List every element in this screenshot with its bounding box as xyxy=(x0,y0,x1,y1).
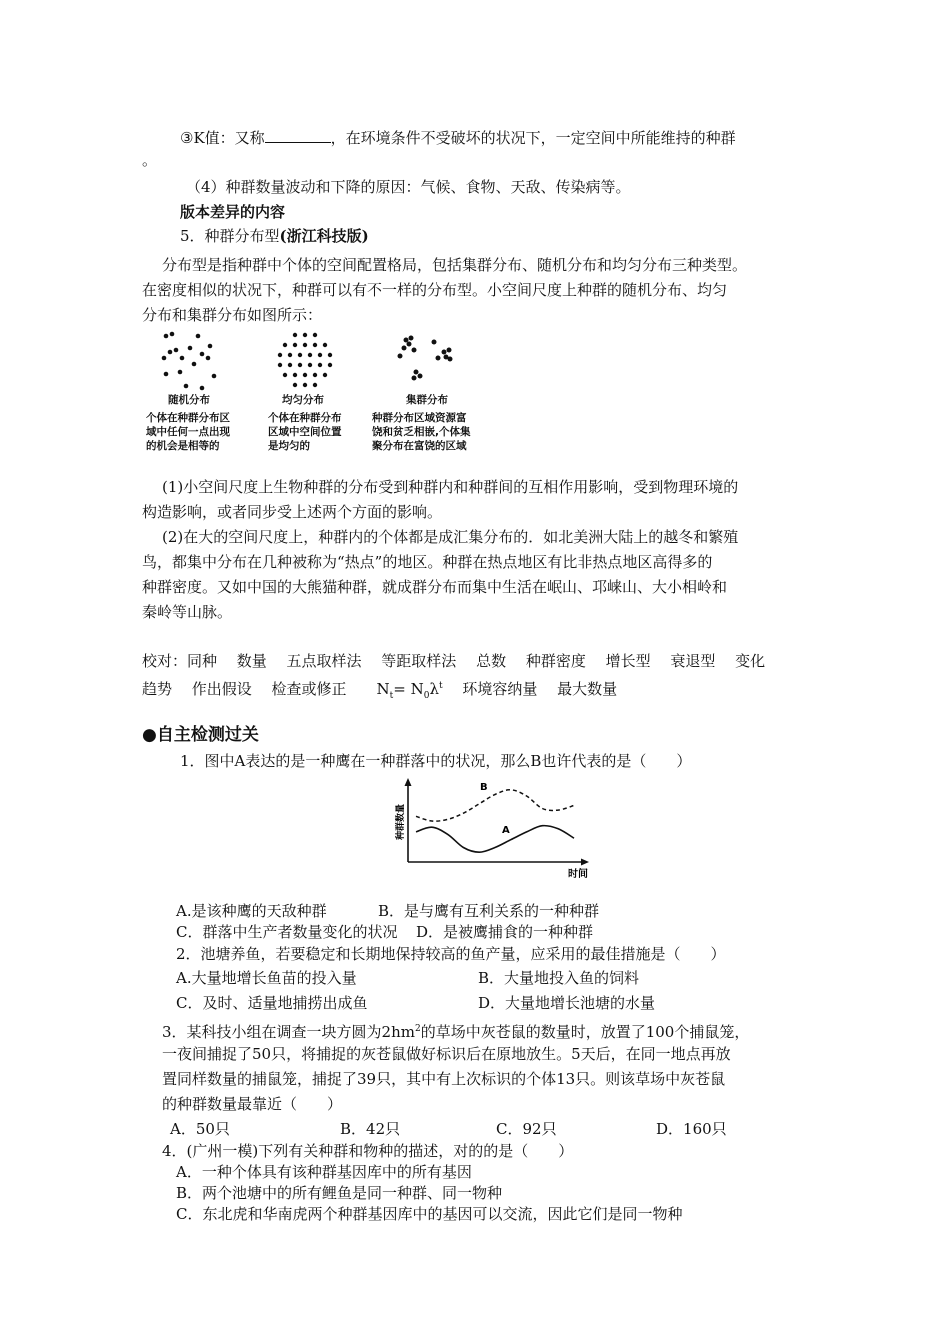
uniform-desc: 区域中空间位置 xyxy=(268,426,342,438)
k-value-label: ③K值：又称 xyxy=(180,129,265,147)
q3-line: 置同样数量的捕鼠笼，捕捉了39只，其中有上次标识的个体13只。则该草场中灰苍鼠 xyxy=(162,1070,726,1088)
clumped-title: 集群分布 xyxy=(406,394,448,406)
k-value-rest: ，在环境条件不受破坏的状况下，一定空间中所能维持的种群 xyxy=(330,129,736,147)
section-5-title xyxy=(180,226,369,246)
para-2-line: 种群密度。又如中国的大熊猫种群，就成群分布而集中生活在岷山、邛崃山、大小相岭和 xyxy=(142,578,728,596)
q3-stem: 3．某科技小组在调查一块方圆为$2hm^2$的草场中灰苍鼠的数量时，放置了100个捕鼠笼， xyxy=(162,1023,750,1041)
q3-option: B．42只 xyxy=(340,1120,401,1138)
uniform-title: 均匀分布 xyxy=(282,394,324,406)
random-desc: 个体在种群分布区 xyxy=(146,412,230,424)
random-title: 随机分布 xyxy=(168,394,210,406)
q1-option: C．群落中生产者数量变化的状况 xyxy=(176,923,398,941)
section-5-num: 5．种群分布型 xyxy=(180,227,280,245)
x-axis-label: 时间 xyxy=(568,869,588,880)
k-value-tail: 。 xyxy=(142,151,158,169)
q1-option: A.是该种鹰的天敌种群 xyxy=(176,902,327,920)
series-b-line xyxy=(416,790,574,821)
y-axis-arrow xyxy=(405,778,412,786)
q1-option: D．是被鹰捕食的一种种群 xyxy=(416,923,594,941)
clumped-desc: 饶和贫乏相嵌,个体集 xyxy=(372,426,471,438)
q2-option: A.大量地增长鱼苗的投入量 xyxy=(176,969,357,987)
uniform-desc: 个体在种群分布 xyxy=(268,412,342,424)
intro-line: 在密度相似的状况下，种群可以有不一样的分布型。小空间尺度上种群的随机分布、均匀 xyxy=(142,281,728,299)
section-header-title: 自主检测过关 xyxy=(156,725,259,745)
clumped-desc: 聚分布在富饶的区域 xyxy=(372,440,467,452)
answer-key-line: 趋势 作出假设 检查或修正 $N_t= N_0\lambda^t$ 环境容纳量 最大数量 xyxy=(142,680,618,701)
k-value-line xyxy=(180,128,736,148)
answer-key-line: 校对：同种 数量 五点取样法 等距取样法 总数 种群密度 增长型 衰退型 变化 xyxy=(142,652,766,670)
q4-option: A．一种个体具有该种群基因库中的所有基因 xyxy=(176,1163,472,1181)
random-distribution-dots xyxy=(158,328,228,394)
q4-stem: 4．(广州一模)下列有关种群和物种的描述，对的的是（ ） xyxy=(162,1142,574,1160)
series-a-label: A xyxy=(502,825,510,836)
q2-stem: 2．池塘养鱼，若要稳定和长期地保持较高的鱼产量，应采用的最佳措施是（ ） xyxy=(176,945,726,963)
uniform-desc: 是均匀的 xyxy=(268,440,310,452)
q3-line: 一夜间捕捉了50只，将捕捉的灰苍鼠做好标识后在原地放生。5天后，在同一地点再放 xyxy=(162,1045,731,1063)
para-2-line: 鸟，都集中分布在几种被称为“热点”的地区。种群在热点地区有比非热点地区高得多的 xyxy=(142,553,713,571)
bullet-icon: ● xyxy=(142,725,157,745)
para-1-line: (1)小空间尺度上生物种群的分布受到种群内和种群间的互相作用影响，受到物理环境的 xyxy=(162,478,739,496)
uniform-distribution-dots xyxy=(270,328,340,394)
q1-option: B．是与鹰有互利关系的一种种群 xyxy=(378,902,600,920)
para-2-line: 秦岭等山脉。 xyxy=(142,603,233,621)
q1-stem: 1．图中A表达的是一种鹰在一种群落中的状况，那么B也许代表的是（ ） xyxy=(180,752,692,770)
section-header xyxy=(142,724,259,746)
q2-option: D．大量地增长池塘的水量 xyxy=(478,994,656,1012)
fill-blank[interactable] xyxy=(265,128,331,143)
x-axis-arrow xyxy=(581,859,589,866)
clumped-desc: 种群分布区域资源富 xyxy=(372,412,467,424)
y-axis-label: 种群数量 xyxy=(396,803,406,841)
q3-option: D．160只 xyxy=(656,1120,727,1138)
q3-line: 的种群数量最靠近（ ） xyxy=(162,1095,343,1113)
intro-line: 分布型是指种群中个体的空间配置格局，包括集群分布、随机分布和均匀分布三种类型。 xyxy=(162,256,748,274)
q4-option: C．东北虎和华南虎两个种群基因库中的基因可以交流，因此它们是同一物种 xyxy=(176,1205,683,1223)
intro-line: 分布和集群分布如图所示： xyxy=(142,306,323,324)
section-5-edition: (浙江科技版) xyxy=(279,227,369,245)
series-a-line xyxy=(416,826,574,853)
q3-option: A．50只 xyxy=(170,1120,230,1138)
distribution-figure xyxy=(140,326,500,456)
population-chart xyxy=(392,776,592,896)
series-b-label: B xyxy=(480,782,488,793)
q2-option: B．大量地投入鱼的饲料 xyxy=(478,969,640,987)
q2-option: C．及时、适量地捕捞出成鱼 xyxy=(176,994,368,1012)
para-1-line: 构造影响，或者同步受上述两个方面的影响。 xyxy=(142,503,443,521)
para-2-line: (2)在大的空间尺度上，种群内的个体都是成汇集分布的．如北美洲大陆上的越冬和繁殖 xyxy=(162,528,739,546)
random-desc: 的机会是相等的 xyxy=(146,440,220,452)
clumped-distribution-dots xyxy=(392,328,462,394)
version-diff-heading: 版本差异的内容 xyxy=(180,203,286,221)
q3-option: C．92只 xyxy=(496,1120,557,1138)
random-desc: 域中任何一点出现 xyxy=(146,426,230,438)
q4-option: B．两个池塘中的所有鲤鱼是同一种群、同一物种 xyxy=(176,1184,503,1202)
item-4: （4）种群数量波动和下降的原因：气候、食物、天敌、传染病等。 xyxy=(186,178,631,196)
